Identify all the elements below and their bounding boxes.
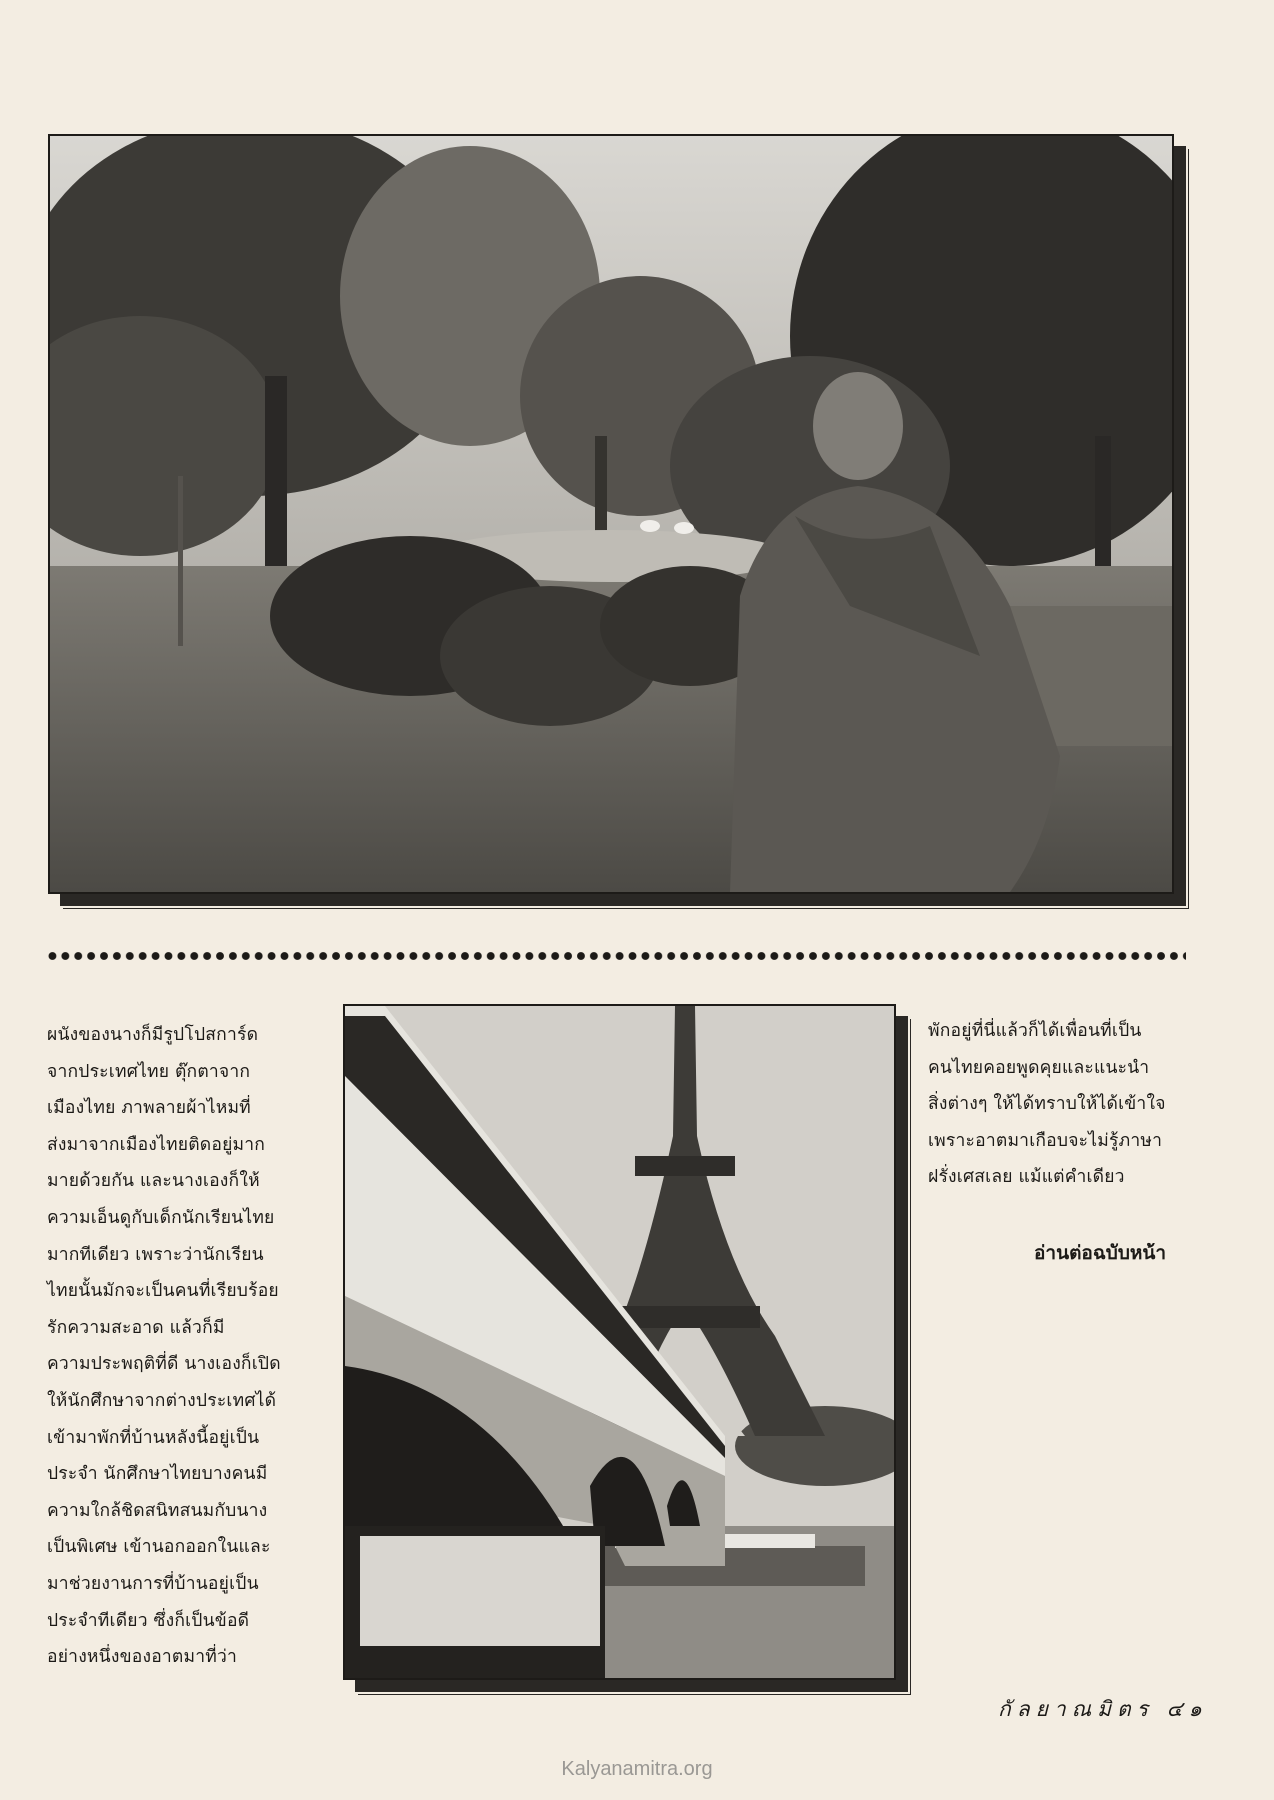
text-line: เพราะอาตมาเกือบจะไม่รู้ภาษา [928,1130,1163,1151]
eiffel-bridge-photo [343,1004,896,1680]
text-line: ประจำ นักศึกษาไทยบางคนมี [47,1464,268,1485]
text-line: มายด้วยกัน และนางเองก็ให้ [47,1171,260,1192]
text-line: อย่างหนึ่งของอาตมาที่ว่า [47,1647,238,1668]
text-line: พักอยู่ที่นี่แล้วก็ได้เพื่อนที่เป็น [928,1021,1142,1041]
text-line: สิ่งต่างๆ ให้ได้ทราบให้ได้เข้าใจ [928,1094,1166,1115]
dotted-divider [46,949,1186,963]
text-line: ความเอ็นดูกับเด็กนักเรียนไทย [47,1207,275,1228]
text-line: มาช่วยงานการที่บ้านอยู่เป็น [47,1573,259,1594]
text-line: เข้ามาพักที่บ้านหลังนี้อยู่เป็น [47,1427,260,1448]
text-line: ไทยนั้นมักจะเป็นคนที่เรียบร้อย [47,1281,279,1302]
monk-garden-image [50,136,1172,892]
continued-next-issue: อ่านต่อฉบับหน้า [1034,1242,1167,1264]
text-line: มากทีเดียว เพราะว่านักเรียน [47,1244,264,1265]
text-line: ฝรั่งเศสเลย แม้แต่คำเดียว [928,1167,1125,1188]
text-line: ประจำทีเดียว ซึ่งก็เป็นข้อดี [47,1610,250,1631]
text-line: ผนังของนางก็มีรูปโปสการ์ด [47,1025,259,1045]
text-line: รักความสะอาด แล้วก็มี [47,1317,225,1338]
text-line: ความประพฤติที่ดี นางเองก็เปิด [47,1354,281,1375]
text-line: เมืองไทย ภาพลายผ้าไหมที่ [47,1098,251,1119]
text-line: เป็นพิเศษ เข้านอกออกในและ [47,1537,271,1558]
monk-garden-photo [48,134,1174,894]
magazine-page-footer: กัลยาณมิตร ๔๑ [998,1697,1208,1721]
article-left-column [47,1017,307,1676]
eiffel-bridge-image [345,1006,894,1678]
text-line: คนไทยคอยพูดคุยและแนะนำ [928,1057,1150,1078]
text-line: ให้นักศึกษาจากต่างประเทศได้ [47,1390,277,1411]
source-watermark: Kalyanamitra.org [561,1758,713,1780]
text-line: ส่งมาจากเมืองไทยติดอยู่มาก [47,1134,266,1155]
text-line: จากประเทศไทย ตุ๊กตาจาก [47,1061,251,1082]
text-line: ความใกล้ชิดสนิทสนมกับนาง [47,1500,268,1521]
article-right-column [928,1013,1188,1196]
